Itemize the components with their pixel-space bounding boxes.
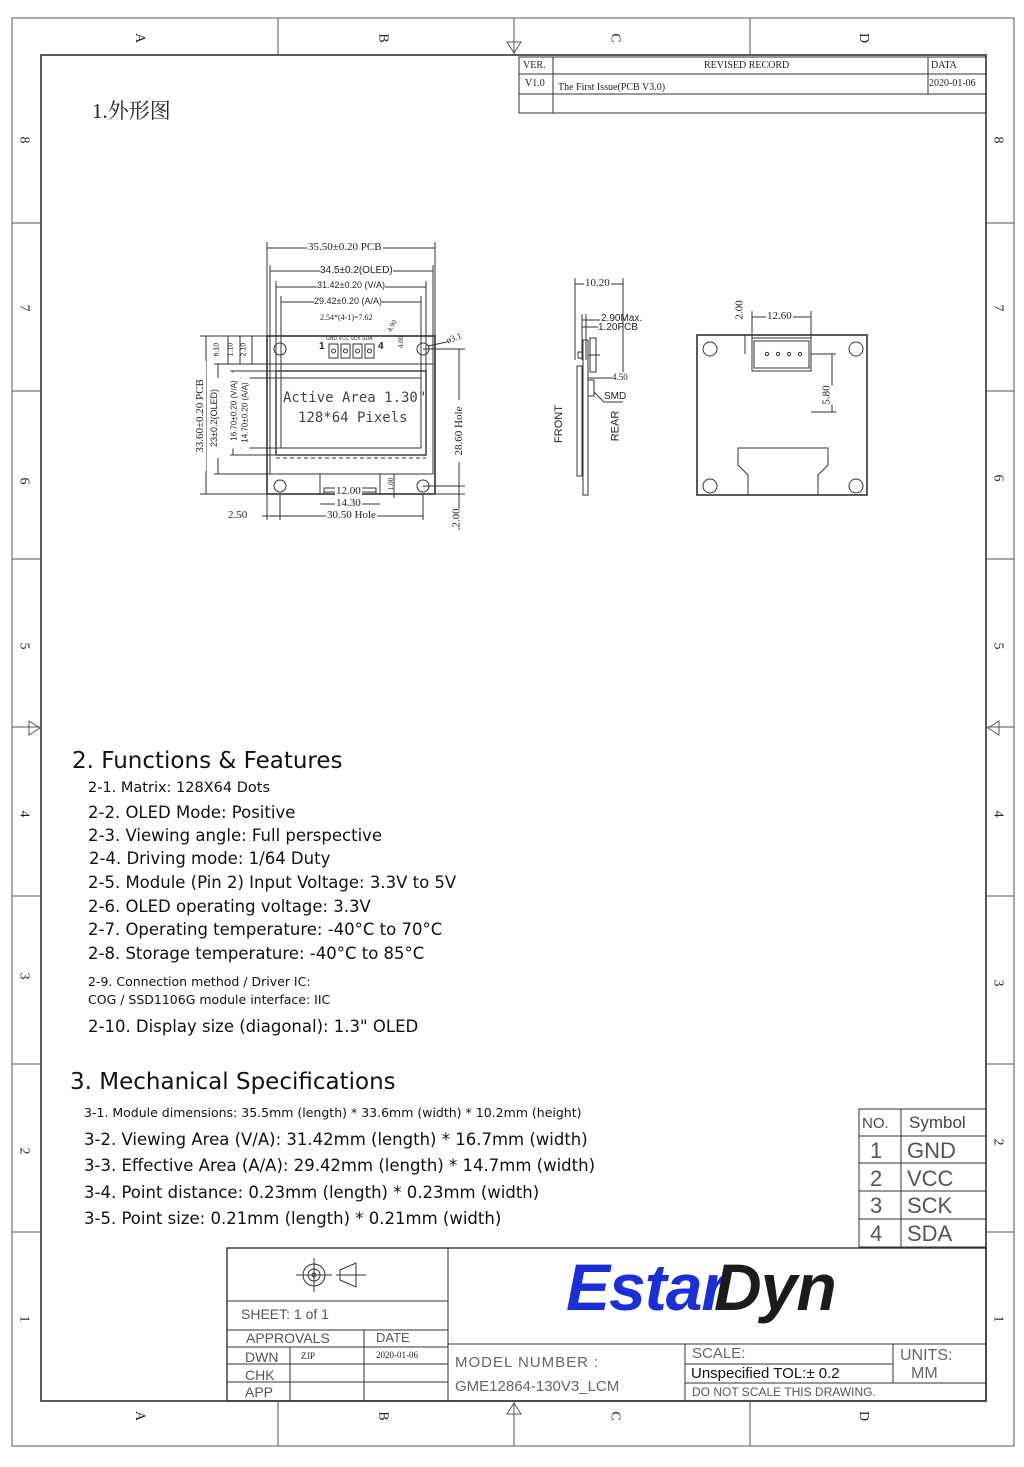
grid-col-a-bottom: A bbox=[132, 1410, 148, 1422]
grid-row-5-left: 5 bbox=[16, 642, 32, 650]
scale-label: SCALE: bbox=[692, 1345, 746, 1362]
grid-col-b-top: B bbox=[375, 33, 391, 43]
dim-4-90: 4.90 bbox=[385, 318, 399, 334]
mechanical-item-4: 3-4. Point distance: 0.23mm (length) * 0.23mm (width) bbox=[84, 1183, 540, 1202]
grid-row-4-left: 4 bbox=[16, 810, 32, 818]
grid-row-5-right: 5 bbox=[990, 642, 1006, 650]
units-label: UNITS: bbox=[900, 1347, 953, 1364]
pin-table-row-2-symbol: VCC bbox=[907, 1166, 954, 1191]
model-number-label: MODEL NUMBER : bbox=[455, 1354, 600, 1371]
side-dim-4-50: 4.50 bbox=[612, 372, 628, 382]
dim-pcb-height: 33.60±0.20 PCB bbox=[194, 361, 206, 471]
side-dim-10-20: 10.20 bbox=[585, 277, 610, 289]
pin-label-sck: SCK bbox=[350, 336, 361, 342]
approvals-label: APPROVALS bbox=[246, 1330, 330, 1346]
mechanical-item-1: 3-1. Module dimensions: 35.5mm (length) * 33.6mm (width) * 10.2mm (height) bbox=[84, 1105, 582, 1120]
dim-aa-width: 29.42±0.20 (A/A) bbox=[314, 296, 382, 306]
revision-row-date: 2020-01-06 bbox=[929, 78, 976, 89]
mechanical-item-3: 3-3. Effective Area (A/A): 29.42mm (length) * 14.7mm (width) bbox=[84, 1156, 596, 1175]
revision-row-record: The First Issue(PCB V3.0) bbox=[558, 82, 666, 93]
feature-item-9-line1: 2-9. Connection method / Driver IC: bbox=[88, 974, 311, 989]
grid-row-1-left: 1 bbox=[16, 1315, 32, 1323]
grid-col-a-top: A bbox=[132, 32, 148, 44]
active-area-label: Active Area 1.30" bbox=[283, 390, 427, 406]
dim-pin-pitch: 2.54*(4-1)=7.62 bbox=[320, 313, 373, 322]
do-not-scale-note: DO NOT SCALE THIS DRAWING. bbox=[692, 1385, 876, 1399]
feature-item-1: 2-1. Matrix: 128X64 Dots bbox=[88, 780, 270, 796]
pin-table-row-1-no: 1 bbox=[870, 1138, 883, 1163]
grid-col-c-top: C bbox=[607, 33, 623, 43]
dim-pcb-width: 35.50±0.20 PCB bbox=[308, 241, 382, 253]
rear-dim-12-60: 12.60 bbox=[767, 310, 792, 322]
pin-table-row-4-symbol: SDA bbox=[907, 1221, 953, 1246]
functions-title: 2. Functions & Features bbox=[72, 748, 343, 774]
pin-table-row-3-no: 3 bbox=[870, 1193, 883, 1218]
feature-item-4: 2-4. Driving mode: 1/64 Duty bbox=[89, 849, 331, 868]
grid-row-2-left: 2 bbox=[16, 1147, 32, 1155]
revision-header-ver: VER. bbox=[523, 60, 546, 71]
grid-row-8-right: 8 bbox=[990, 136, 1006, 144]
revision-row-ver: V1.0 bbox=[525, 78, 545, 89]
pin-table-row-4-no: 4 bbox=[870, 1221, 883, 1246]
pin-table-row-3-symbol: SCK bbox=[907, 1193, 953, 1218]
outline-title: 1.外形图 bbox=[92, 99, 171, 123]
pin-label-vcc: VCC bbox=[338, 336, 350, 342]
dwn-label: DWN bbox=[245, 1349, 279, 1365]
rear-dim-5-80: 5.80 bbox=[820, 385, 833, 405]
grid-row-2-right: 2 bbox=[990, 1138, 1006, 1146]
svg-text:Estar: Estar bbox=[566, 1250, 727, 1324]
date-label: DATE bbox=[376, 1330, 410, 1345]
dim-oled-height: 23±0.2(OLED) bbox=[209, 378, 219, 458]
feature-item-8: 2-8. Storage temperature: -40°C to 85°C bbox=[88, 944, 425, 963]
dwn-date: 2020-01-06 bbox=[376, 1350, 418, 1360]
units-value: MM bbox=[911, 1365, 938, 1382]
grid-row-6-left: 6 bbox=[16, 477, 32, 485]
app-label: APP bbox=[245, 1384, 274, 1400]
grid-row-3-right: 3 bbox=[990, 979, 1006, 987]
dim-va-height: 16.70±0.20 (V/A) bbox=[230, 373, 239, 449]
dim-oled-width: 34.5±0.2(OLED) bbox=[320, 265, 393, 276]
dwn-name: ZJP bbox=[301, 1351, 316, 1361]
grid-col-b-bottom: B bbox=[375, 1411, 391, 1421]
chk-label: CHK bbox=[245, 1367, 275, 1383]
dim-2-10: 2.10 bbox=[240, 342, 248, 357]
pin-4-marker: 4 bbox=[378, 341, 384, 352]
pin-label-gnd: GND bbox=[326, 336, 338, 342]
grid-col-d-top: D bbox=[856, 32, 872, 44]
feature-item-2: 2-2. OLED Mode: Positive bbox=[88, 803, 296, 822]
pin-table-header-no: NO. bbox=[862, 1115, 889, 1132]
grid-col-c-bottom: C bbox=[607, 1411, 623, 1421]
pin-1-marker: 1 bbox=[319, 341, 325, 352]
side-rear-label: REAR bbox=[609, 410, 622, 442]
side-smd-label: SMD bbox=[604, 391, 627, 402]
grid-row-3-left: 3 bbox=[16, 972, 32, 980]
feature-item-7: 2-7. Operating temperature: -40°C to 70°C bbox=[88, 920, 443, 939]
dim-aa-height: 14.70±0.20 (A/A) bbox=[241, 376, 250, 450]
pin-table-header-symbol: Symbol bbox=[909, 1113, 966, 1132]
dim-hole-width: 30.50 Hole bbox=[327, 509, 376, 521]
tolerance-value: Unspecified TOL:± 0.2 bbox=[691, 1365, 840, 1382]
estardyn-logo bbox=[566, 1248, 866, 1338]
grid-col-d-bottom: D bbox=[856, 1410, 872, 1422]
dim-14-30: 14.30 bbox=[336, 497, 361, 509]
revision-header-record: REVISED RECORD bbox=[704, 60, 790, 71]
dim-6-10: 6.10 bbox=[213, 342, 221, 357]
pixels-label: 128*64 Pixels bbox=[298, 410, 408, 426]
mechanical-item-5: 3-5. Point size: 0.21mm (length) * 0.21mm (width) bbox=[84, 1209, 502, 1228]
feature-item-6: 2-6. OLED operating voltage: 3.3V bbox=[88, 897, 371, 916]
svg-text:Dyn: Dyn bbox=[714, 1250, 836, 1324]
rear-dim-2-00: 2.00 bbox=[733, 300, 746, 320]
side-dim-2-90: 2.90Max. bbox=[601, 313, 643, 324]
dim-1-10: 1.10 bbox=[227, 342, 235, 357]
feature-item-3: 2-3. Viewing angle: Full perspective bbox=[88, 826, 383, 845]
pin-label-sda: SDA bbox=[362, 336, 373, 342]
dim-4-00: 4.00 bbox=[397, 335, 406, 349]
feature-item-9-line2: COG / SSD1106G module interface: IIC bbox=[88, 992, 331, 1007]
side-front-label: FRONT bbox=[552, 405, 565, 443]
grid-row-1-right: 1 bbox=[990, 1315, 1006, 1323]
grid-row-8-left: 8 bbox=[16, 136, 32, 144]
side-dim-1-20: 1.20PCB bbox=[598, 322, 639, 333]
pin-table-row-1-symbol: GND bbox=[907, 1138, 956, 1163]
dim-hole-height: 28.60 Hole bbox=[453, 400, 465, 462]
sheet-label: SHEET: 1 of 1 bbox=[241, 1306, 329, 1322]
feature-item-5: 2-5. Module (Pin 2) Input Voltage: 3.3V to 5V bbox=[88, 873, 457, 892]
dim-1-00: 1.00 bbox=[387, 477, 396, 491]
dim-2-00-bottom: 2.00 bbox=[450, 508, 463, 528]
mechanical-item-2: 3-2. Viewing Area (V/A): 31.42mm (length) * 16.7mm (width) bbox=[84, 1130, 588, 1149]
grid-row-4-right: 4 bbox=[990, 810, 1006, 818]
model-number-value: GME12864-130V3_LCM bbox=[455, 1378, 620, 1395]
grid-row-7-right: 7 bbox=[990, 304, 1006, 312]
pin-table-row-2-no: 2 bbox=[870, 1166, 883, 1191]
dim-12-00: 12.00 bbox=[336, 485, 361, 497]
grid-row-6-right: 6 bbox=[990, 474, 1006, 482]
dim-hole-diameter: ø3.1 bbox=[444, 330, 463, 346]
revision-header-date: DATA bbox=[931, 60, 957, 71]
feature-item-10: 2-10. Display size (diagonal): 1.3" OLED bbox=[88, 1017, 419, 1036]
dim-2-50: 2.50 bbox=[228, 509, 248, 521]
mechanical-title: 3. Mechanical Specifications bbox=[70, 1069, 396, 1095]
dim-va-width: 31.42±0.20 (V/A) bbox=[317, 280, 385, 290]
grid-row-7-left: 7 bbox=[16, 304, 32, 312]
